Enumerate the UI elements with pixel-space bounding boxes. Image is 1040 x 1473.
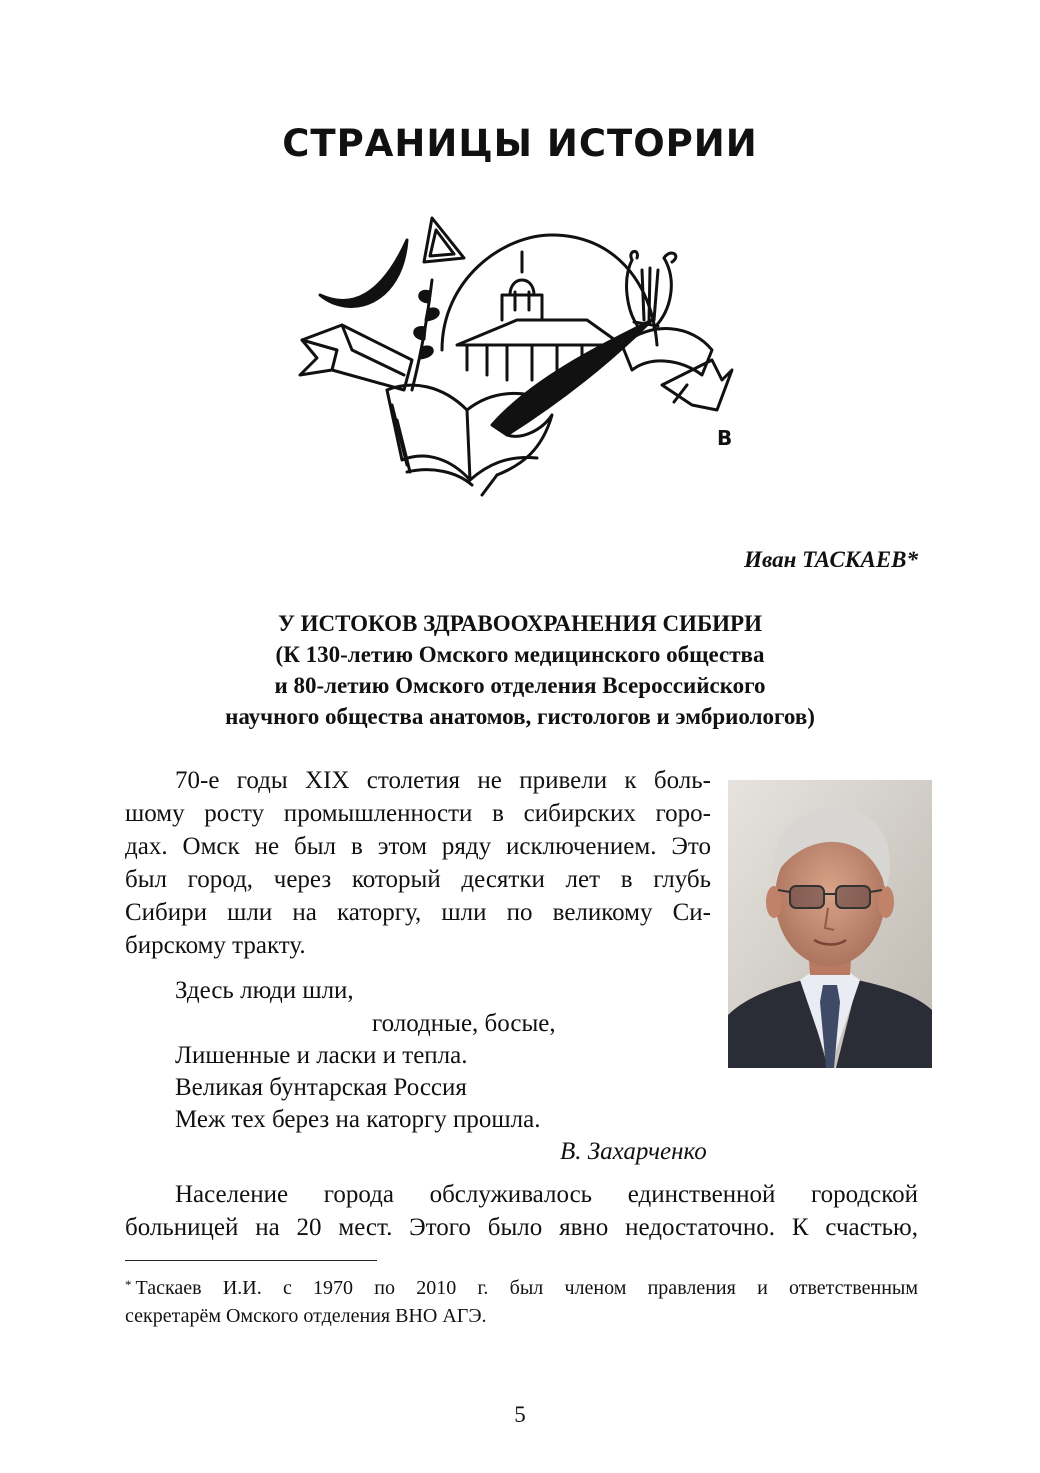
paragraph-2-line: больницей на 20 мест. Этого было явно недостаточно. К счастью, xyxy=(125,1214,918,1241)
poem-line: Лишенные и ласки и тепла. xyxy=(175,1042,468,1069)
poem-line: Меж тех берез на каторгу прошла. xyxy=(175,1106,541,1133)
paragraph-1-line: Сибири шли на каторгу, шли по великому Си- xyxy=(125,899,711,926)
paragraph-1-line: был город, через который десятки лет в глубь xyxy=(125,866,711,893)
emblem-illustration xyxy=(292,210,752,510)
paragraph-1-line: шому росту промышленности в сибирских горо- xyxy=(125,800,711,827)
poem-line: Здесь люди шли, xyxy=(175,977,354,1004)
paragraph-2-line: Население города обслуживалось единственной городской xyxy=(175,1181,918,1208)
footnote-line: * Таскаев И.И. с 1970 по 2010 г. был членом правления и ответственным xyxy=(125,1277,918,1299)
article-title-line: У ИСТОКОВ ЗДРАВООХРАНЕНИЯ СИБИРИ xyxy=(278,611,762,636)
article-author: Иван ТАСКАЕВ* xyxy=(744,547,918,572)
paragraph-1-line: 70-е годы XIX столетия не привели к боль- xyxy=(175,767,711,794)
paragraph-1-line: бирскому тракту. xyxy=(125,932,306,959)
article-title-line: (К 130-летию Омского медицинского общества xyxy=(275,642,765,667)
section-title: СТРАНИЦЫ ИСТОРИИ xyxy=(282,122,758,165)
footnote-line: секретарём Омского отделения ВНО АГЭ. xyxy=(125,1305,487,1327)
article-title xyxy=(100,608,940,732)
footnote-mark: * xyxy=(125,1277,132,1292)
poem-line: голодные, босые, xyxy=(372,1010,556,1037)
paragraph-1-line: дах. Омск не был в этом ряду исключением. Это xyxy=(125,833,711,860)
page-number: 5 xyxy=(514,1402,526,1427)
poem-author: В. Захарченко xyxy=(560,1138,707,1165)
article-title-line: научного общества анатомов, гистологов и эмбриологов) xyxy=(225,704,815,729)
footnote-separator xyxy=(125,1260,377,1261)
poem-line: Великая бунтарская Россия xyxy=(175,1074,467,1101)
emblem-monogram: В xyxy=(717,426,733,450)
article-title-line: и 80-летию Омского отделения Всероссийского xyxy=(274,673,766,698)
author-portrait-photo xyxy=(728,780,932,1068)
